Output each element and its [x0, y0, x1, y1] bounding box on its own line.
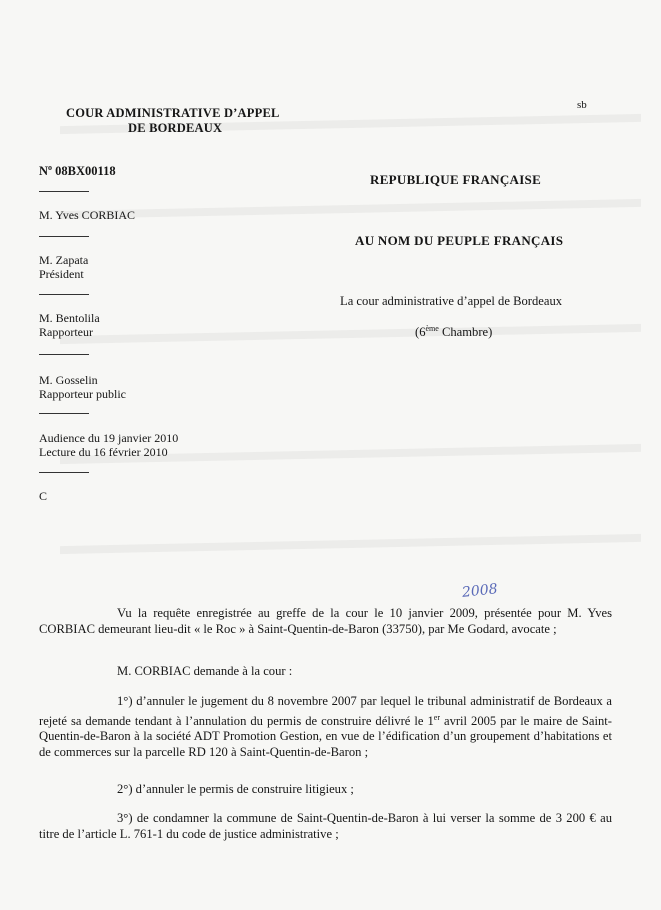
- chamber: (6ème Chambre): [415, 324, 493, 340]
- president-role: Président: [39, 267, 84, 281]
- separator: [39, 472, 89, 473]
- separator: [39, 236, 89, 237]
- paragraph-point-1: 1°) d’annuler le jugement du 8 novembre 2007 par lequel le tribunal administratif de Bordeaux a rejeté sa demande tendant à l’annulation du permis de construire délivré le 1er avril 2005 par le maire de Saint-Quentin-de-Baron à la société ADT Promotion Gestion, en vue de l’édification d’un groupement d’habitations et de commerces sur la parcelle RD 120 à Saint-Quentin-de-Baron ;: [39, 694, 612, 759]
- paragraph-point-2: 2°) d’annuler le permis de construire litigieux ;: [117, 782, 354, 796]
- court-name-line1: COUR ADMINISTRATIVE D’APPEL: [66, 106, 280, 120]
- paragraph-request: Vu la requête enregistrée au greffe de la cour le 10 janvier 2009, présentée pour M. Yves CORBIAC demeurant lieu-dit « le Roc » à Saint-Quentin-de-Baron (33750), par Me Godard, avocate ;: [39, 606, 612, 636]
- republic-subtitle: AU NOM DU PEUPLE FRANÇAIS: [355, 233, 564, 248]
- court-formation: La cour administrative d’appel de Bordeaux: [340, 294, 563, 308]
- separator: [39, 294, 89, 295]
- lecture-date: Lecture du 16 février 2010: [39, 445, 168, 459]
- public-rapporteur-role: Rapporteur public: [39, 387, 126, 401]
- separator: [39, 191, 89, 192]
- bleed-through-line: [60, 324, 641, 344]
- paragraph-point-3: 3°) de condamner la commune de Saint-Quentin-de-Baron à lui verser la somme de 3 200 € au titre de l’article L. 761-1 du code de justice administrative ;: [39, 811, 612, 841]
- audience-date: Audience du 19 janvier 2010: [39, 431, 179, 445]
- bleed-through-line: [60, 534, 641, 554]
- republic-title: REPUBLIQUE FRANÇAISE: [370, 172, 542, 187]
- classification-code: C: [39, 489, 48, 503]
- separator: [39, 354, 89, 355]
- rapporteur-role: Rapporteur: [39, 325, 93, 339]
- separator: [39, 413, 89, 414]
- court-name-line2: DE BORDEAUX: [128, 121, 223, 135]
- case-number: $N^o$ 08BX00118: [39, 163, 116, 179]
- rapporteur-name: M. Bentolila: [39, 311, 100, 325]
- party-name: M. Yves CORBIAC: [39, 208, 136, 222]
- public-rapporteur-name: M. Gosselin: [39, 373, 98, 387]
- clerk-initials: sb: [577, 99, 587, 111]
- bleed-through-line: [60, 199, 641, 219]
- paragraph-demand-intro: M. CORBIAC demande à la cour :: [117, 664, 293, 678]
- handwritten-year-correction: 2008: [461, 581, 499, 601]
- president-name: M. Zapata: [39, 253, 89, 267]
